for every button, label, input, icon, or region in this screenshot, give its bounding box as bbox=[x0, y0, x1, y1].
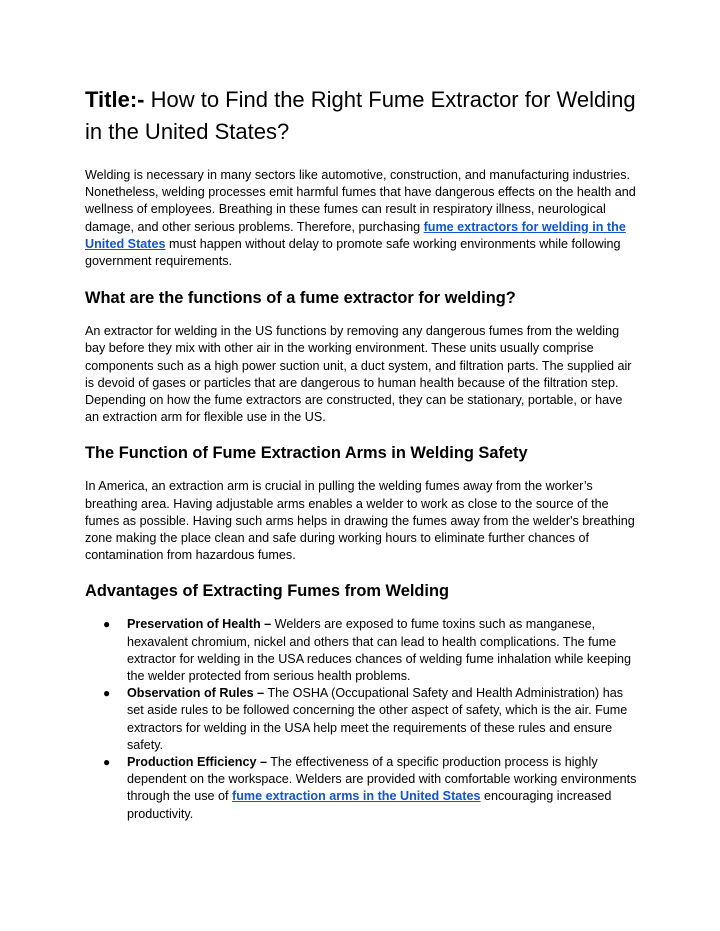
extraction-arms-paragraph: In America, an extraction arm is crucial in pulling the welding fumes away from the worker’s breathing area. Having adjustable arms enables a welder to work as close to the source of the fumes as possible. Having such arms helps in drawing the fumes away from the welder's breathing zone making the place clean and safe during working hours to eliminate further chances of contamination from hazardous fumes. bbox=[85, 479, 635, 563]
list-item bbox=[85, 616, 638, 685]
title-text: How to Find the Right Fume Extractor for Welding in the United States? bbox=[85, 87, 636, 144]
title-prefix: Title:- bbox=[85, 87, 145, 112]
intro-text-before-link: Welding is necessary in many sectors like automotive, construction, and manufacturing industries. Nonetheless, welding processes emit harmful fumes that have dangerous effects on the health and wellness of employees. Breathing in these fumes can result in respiratory illness, neurological damage, and other serious problems. Therefore, purchasing bbox=[85, 168, 636, 234]
list-item-text-after-link: encouraging increased productivity. bbox=[127, 789, 612, 821]
fume-extractors-link[interactable]: fume extractors for welding in the United States bbox=[85, 219, 626, 251]
intro-text-after-link: must happen without delay to promote safe working environments while following government requirements. bbox=[85, 236, 621, 269]
list-item-label: Preservation of Health – bbox=[127, 617, 272, 632]
list-item-text: The effectiveness of a specific production process is highly dependent on the workspace. Welders are provided with comfortable working environments through the use of bbox=[127, 755, 637, 804]
list-item bbox=[85, 685, 638, 754]
bullet-icon: ● bbox=[103, 755, 111, 770]
page-title bbox=[85, 84, 638, 148]
functions-paragraph: An extractor for welding in the US functions by removing any dangerous fumes from the welding bay before they mix with other air in the working environment. These units usually comprise components such as a high power suction unit, a duct system, and filtration parts. The supplied air is devoid of gases or particles that are dangerous to human health because of the filtration step. Depending on how the fume extractors are constructed, they can be stationary, portable, or have an extraction arm for flexible use in the US. bbox=[85, 324, 632, 425]
advantages-list bbox=[85, 616, 638, 822]
list-item-label: Observation of Rules – bbox=[127, 686, 265, 701]
heading-functions: What are the functions of a fume extractor for welding? bbox=[85, 289, 516, 308]
list-item-text: Welders are exposed to fume toxins such as manganese, hexavalent chromium, nickel and others that can lead to health complications. The fume extractor for welding in the USA reduces chances of welding fume inhalation while keeping the welder protected from serious health problems. bbox=[127, 617, 632, 684]
bullet-icon: ● bbox=[103, 617, 111, 632]
list-item bbox=[85, 754, 638, 823]
fume-extraction-arms-link[interactable]: fume extraction arms in the United States bbox=[232, 789, 481, 804]
bullet-icon: ● bbox=[103, 686, 111, 701]
heading-advantages: Advantages of Extracting Fumes from Welding bbox=[85, 582, 449, 601]
list-item-text: The OSHA (Occupational Safety and Health Administration) has set aside rules to be followed concerning the other aspect of safety, which is the air. Fume extractors for welding in the USA help meet the requirements of these rules and ensure safety. bbox=[127, 686, 628, 752]
heading-extraction-arms: The Function of Fume Extraction Arms in Welding Safety bbox=[85, 444, 528, 463]
intro-paragraph bbox=[85, 167, 638, 270]
list-item-label: Production Efficiency – bbox=[127, 755, 267, 770]
